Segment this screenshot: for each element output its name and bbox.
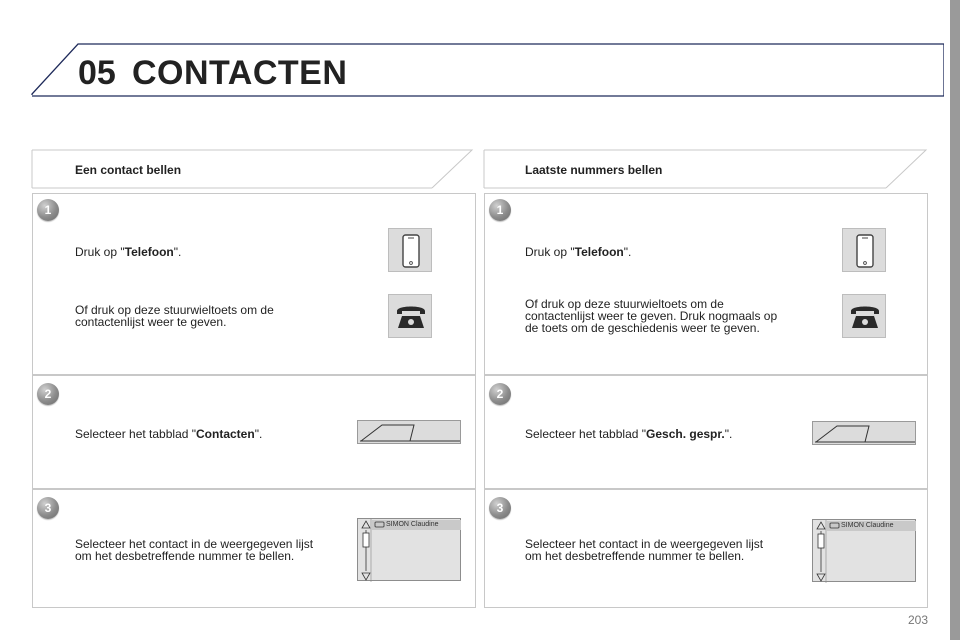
right-step-1-line3: contactenlijst weer te geven. Druk nogmaals op [525,309,778,323]
chapter-title: CONTACTEN [132,54,348,92]
page-number: 203 [908,613,929,627]
left-section-title: Een contact bellen [75,163,182,177]
smartphone-icon [388,228,432,272]
right-step-1-line4: de toets om de geschiedenis weer te geven. [525,321,760,335]
chapter-number: 05 [78,54,116,92]
left-step-1-panel [32,193,476,375]
right-step-3-badge: 3 [489,497,511,519]
left-step-2-text: Selecteer het tabblad "Contacten". [75,427,263,441]
tab-shape-icon [812,421,916,445]
right-step-1-line1: Druk op "Telefoon". [525,245,632,259]
contact-list-icon [812,519,916,582]
step-2-badge: 2 [37,383,59,405]
left-step-3-line1: Selecteer het contact in de weergegeven lijst [75,537,314,551]
right-step-1-panel [484,193,928,375]
left-step-1-line2: Of druk op deze stuurwieltoets om de [75,303,274,317]
left-step-1-line1: Druk op "Telefoon". [75,245,182,259]
contact-list-icon [357,518,461,581]
page-edge-bar [950,0,960,640]
tab-shape-icon [357,420,461,444]
step-3-badge: 3 [37,497,59,519]
right-step-3-line2: om het desbetreffende nummer te bellen. [525,549,745,563]
right-step-2-text: Selecteer het tabblad "Gesch. gespr.". [525,427,733,441]
smartphone-icon [842,228,886,272]
contact-name: SIMON Claudine [386,521,439,528]
right-step-2-badge: 2 [489,383,511,405]
right-step-1-badge: 1 [489,199,511,221]
contact-name: SIMON Claudine [841,522,894,529]
step-1-badge: 1 [37,199,59,221]
right-section-title: Laatste nummers bellen [525,163,663,177]
left-step-1-line3: contactenlijst weer te geven. [75,315,227,329]
telephone-handset-icon [388,294,432,338]
left-step-3-line2: om het desbetreffende nummer te bellen. [75,549,295,563]
right-step-1-line2: Of druk op deze stuurwieltoets om de [525,297,724,311]
right-step-3-line1: Selecteer het contact in de weergegeven lijst [525,537,764,551]
telephone-handset-icon [842,294,886,338]
